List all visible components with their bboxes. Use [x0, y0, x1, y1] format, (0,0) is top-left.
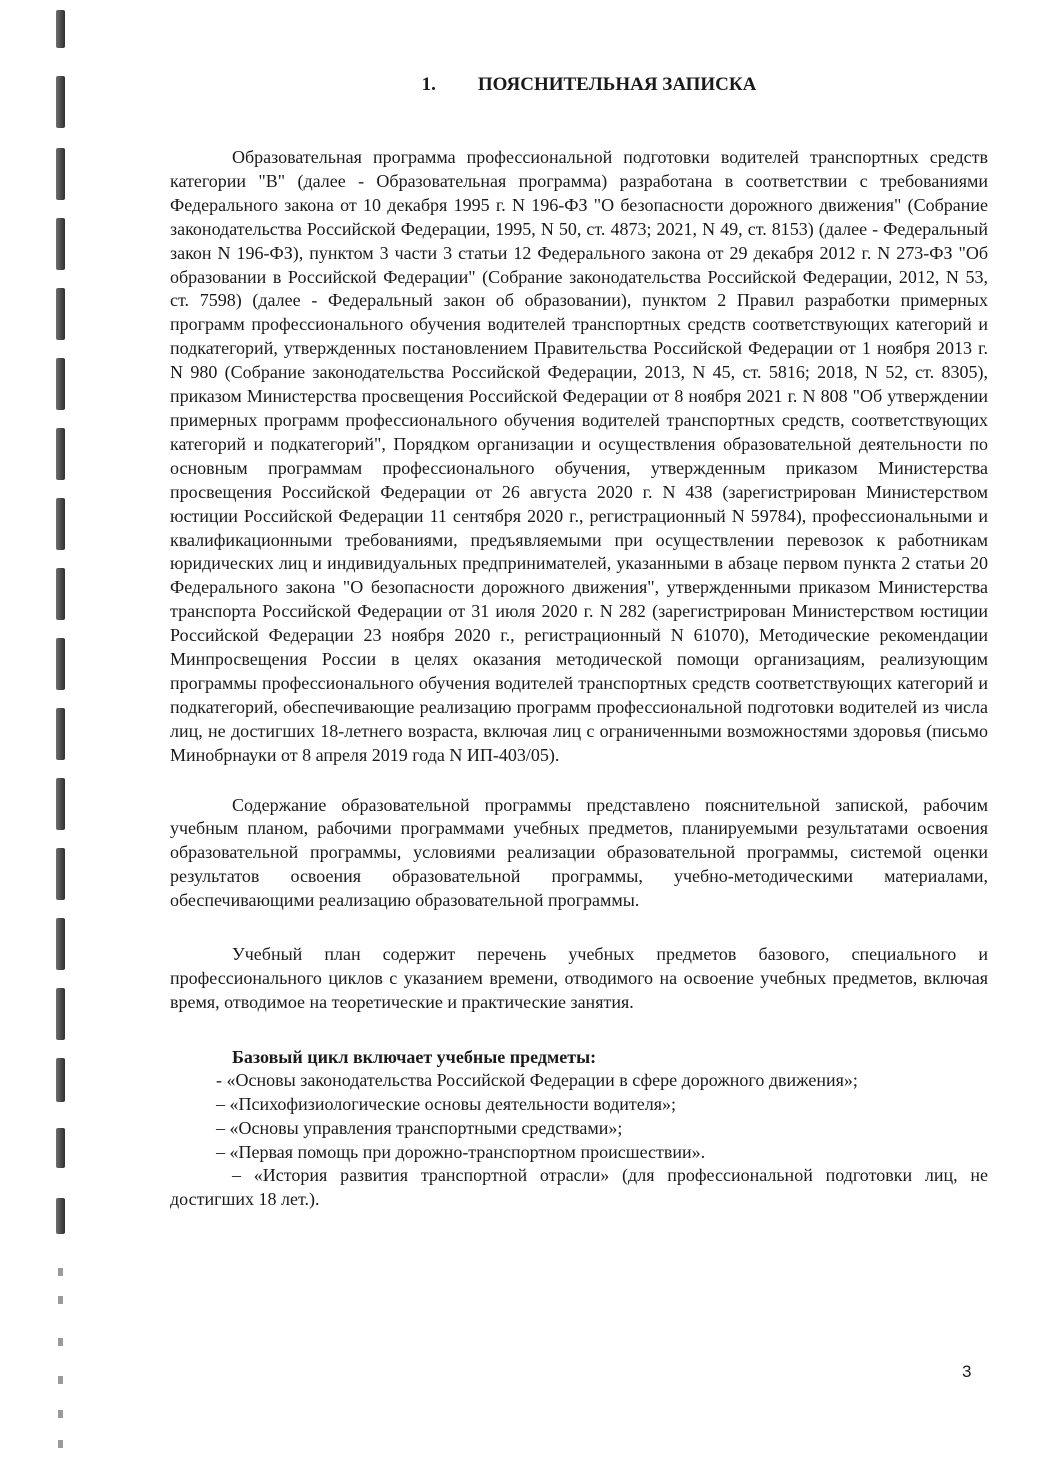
- content-paragraph: Содержание образовательной программы представлено пояснительной запиской, рабочим учебным планом, рабочими программами учебных предметов, планируемыми результатами освоения образовательной программы, условиями реализации образовательной программы, системой оценки результатов освоения образовательной программы, учебно-методическими материалами, обеспечивающими реализацию образовательной программы.: [170, 794, 988, 911]
- list-item: – «Основы управления транспортными средствами»;: [216, 1117, 623, 1138]
- binding-hole: [56, 568, 65, 620]
- binding-hole: [56, 288, 65, 340]
- binding-hole: [56, 76, 65, 128]
- list-item: - «Основы законодательства Российской Федерации в сфере дорожного движения»;: [216, 1069, 858, 1090]
- binding-hole: [56, 848, 65, 900]
- binding-hole: [56, 1198, 65, 1234]
- binding-mark: [58, 1296, 63, 1304]
- binding-hole: [56, 708, 65, 760]
- base-cycle-title: Базовый цикл включает учебные предметы:: [232, 1046, 597, 1067]
- binding-mark: [58, 1338, 63, 1346]
- list-item: – «Психофизиологические основы деятельности водителя»;: [216, 1093, 677, 1114]
- binding-hole: [56, 10, 65, 48]
- section-heading: [170, 74, 988, 96]
- binding-hole: [56, 498, 65, 550]
- binding-hole: [56, 148, 65, 200]
- binding-hole: [56, 988, 65, 1040]
- document-page: [170, 60, 988, 1212]
- base-cycle-list: [170, 1069, 988, 1212]
- binding-mark: [58, 1440, 63, 1448]
- section-number: 1.: [421, 74, 436, 95]
- page-number: 3: [962, 1362, 972, 1381]
- curriculum-paragraph: Учебный план содержит перечень учебных предметов базового, специального и профессионального циклов с указанием времени, отводимого на освоение учебных предметов, включая время, отводимое на теоретические и практические занятия.: [170, 944, 988, 1012]
- binding-mark: [58, 1268, 63, 1276]
- binding-mark: [58, 1376, 63, 1384]
- binding-hole: [56, 778, 65, 830]
- binding-hole: [56, 1128, 65, 1168]
- binding-hole: [56, 358, 65, 410]
- intro-paragraph: Образовательная программа профессиональной подготовки водителей транспортных средств категории "В" (далее - Образовательная программа) разработана в соответствии с требованиями Федерального закона от 10 декабря 1995 г. N 196-ФЗ "О безопасности дорожного движения" (Собрание законодательства Российской Федерации, 1995, N 50, ст. 4873; 2021, N 49, ст. 8153) (далее - Федеральный закон N 196-ФЗ), пунктом 3 части 3 статьи 12 Федерального закона от 29 декабря 2012 г. N 273-ФЗ "Об образовании в Российской Федерации" (Собрание законодательства Российской Федерации, 2012, N 53, ст. 7598) (далее - Федеральный закон об образовании), пунктом 2 Правил разработки примерных программ профессионального обучения водителей транспортных средств соответствующих категорий и подкатегорий, утвержденных постановлением Правительства Российской Федерации от 1 ноября 2013 г. N 980 (Собрание законодательства Российской Федерации, 2013, N 45, ст. 5816; 2018, N 52, ст. 8305), приказом Министерства просвещения Российской Федерации от 8 ноября 2021 г. N 808 "Об утверждении примерных программ профессионального обучения водителей транспортных средств, соответствующих категорий и подкатегорий", Порядком организации и осуществления образовательной деятельности по основным программам профессионального обучения, утвержденным приказом Министерства просвещения Российской Федерации от 26 августа 2020 г. N 438 (зарегистрирован Министерством юстиции Российской Федерации 11 сентября 2020 г., регистрационный N 59784), профессиональными и квалификационными требованиями, предъявляемыми при осуществлении перевозок к работникам юридических лиц и индивидуальных предпринимателей, указанными в абзаце первом пункта 2 статьи 20 Федерального закона "О безопасности дорожного движения", утвержденными приказом Министерства транспорта Российской Федерации от 31 июля 2020 г. N 282 (зарегистрирован Министерством юстиции Российской Федерации 23 ноября 2020 г., регистрационный N 61070), Методические рекомендации Минпросвещения России в целях оказания методической помощи организациям, реализующим программы профессионального обучения водителей транспортных средств соответствующих категорий и подкатегорий, обеспечивающие реализацию программ профессиональной подготовки водителей из числа лиц, не достигших 18-летнего возраста, включая лиц с ограниченными возможностями здоровья (письмо Минобрнауки от 8 апреля 2019 года N ИП-403/05).: [170, 147, 989, 765]
- binding-hole: [56, 428, 65, 480]
- binding-hole: [56, 218, 65, 270]
- list-item: – «Первая помощь при дорожно-транспортном происшествии».: [216, 1141, 706, 1162]
- binding-edge: [0, 0, 70, 1463]
- binding-mark: [58, 1410, 63, 1418]
- binding-hole: [56, 638, 65, 690]
- binding-hole: [56, 918, 65, 970]
- binding-hole: [56, 1058, 65, 1102]
- list-item: – «История развития транспортной отрасли» (для профессиональной подготовки лиц, не достигших 18 лет.).: [170, 1165, 988, 1210]
- section-title: ПОЯСНИТЕЛЬНАЯ ЗАПИСКА: [477, 74, 757, 95]
